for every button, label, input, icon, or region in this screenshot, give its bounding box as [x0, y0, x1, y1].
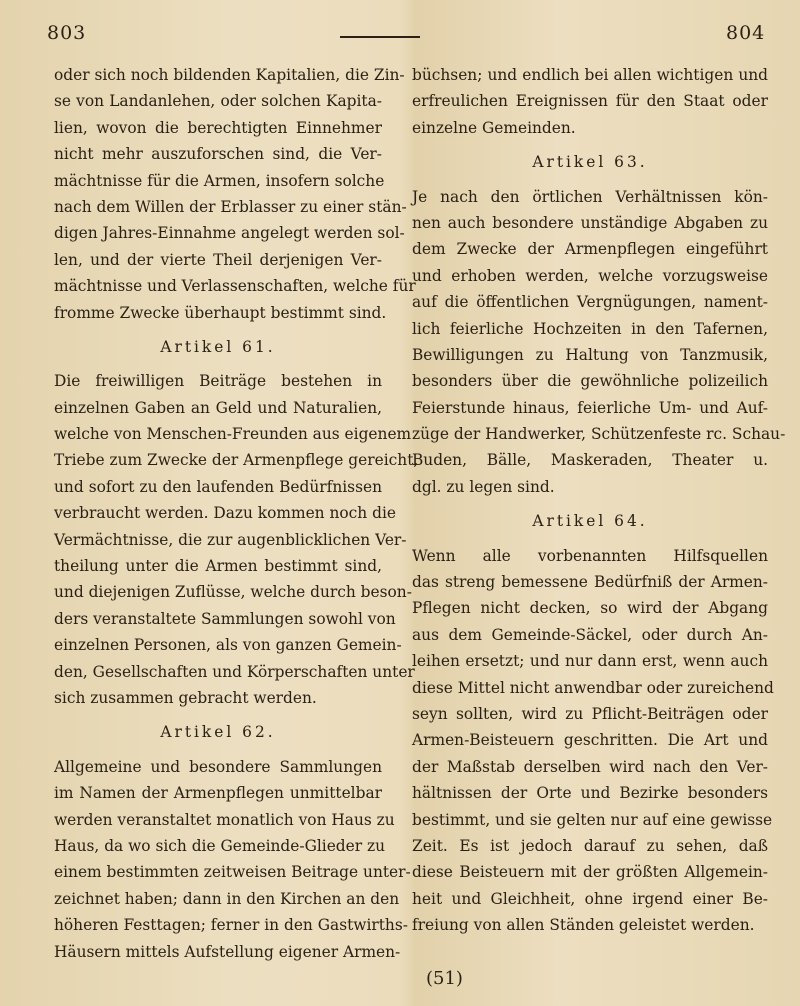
text-line: seyn sollten, wird zu Pflicht-Beiträgen oder	[412, 704, 768, 723]
text-line: hältnissen der Orte und Bezirke besonders	[412, 784, 768, 803]
text-line: den, Gesellschaften und Körperschaften unter	[54, 662, 415, 681]
text-line: das streng bemessene Bedürfniß der Armen-	[412, 573, 768, 592]
text-line: zeichnet haben; dann in den Kirchen an den	[54, 889, 400, 908]
text-line: Zeit. Es ist jedoch darauf zu sehen, daß	[412, 836, 768, 855]
text-line: welche von Menschen-Freunden aus eigenem	[54, 425, 412, 444]
text-line: züge der Handwerker, Schützenfeste rc. Schau-	[412, 425, 786, 444]
text-line: Triebe zum Zwecke der Armenpflege gereicht,	[54, 451, 419, 470]
left-column	[54, 62, 419, 965]
text-line: einzelne Gemeinden.	[412, 118, 576, 137]
header-rule	[340, 36, 420, 38]
text-line: nicht mehr auszuforschen sind, die Ver-	[54, 145, 382, 164]
text-line: einem bestimmten zeitweisen Beitrage unter-	[54, 863, 411, 882]
text-line: nach dem Willen der Erblasser zu einer stän-	[54, 197, 407, 216]
text-line: und sofort zu den laufenden Bedürfnissen	[54, 477, 382, 496]
text-line: mächtnisse und Verlassenschaften, welche für	[54, 277, 416, 296]
text-line: Häusern mittels Aufstellung eigener Armen-	[54, 942, 401, 961]
text-line: dem Zwecke der Armenpflegen eingeführt	[412, 240, 768, 259]
article-heading: Artikel 62.	[160, 723, 276, 742]
text-line: heit und Gleichheit, ohne irgend einer Be-	[412, 889, 768, 908]
text-line: und diejenigen Zuflüsse, welche durch beson-	[54, 583, 412, 602]
text-line: lich feierliche Hochzeiten in den Tafernen,	[412, 319, 768, 338]
text-line: Feierstunde hinaus, feierliche Um- und Auf-	[412, 398, 768, 417]
text-line: Buden, Bälle, Maskeraden, Theater u.	[412, 451, 768, 470]
text-line: len, und der vierte Theil derjenigen Ver-	[54, 250, 382, 269]
text-line: auf die öffentlichen Vergnügungen, nament-	[412, 293, 768, 312]
text-line: nen auch besondere unständige Abgaben zu	[412, 213, 768, 232]
text-line: Je nach den örtlichen Verhältnissen kön-	[412, 187, 768, 206]
article-heading: Artikel 63.	[532, 153, 648, 172]
text-line: sich zusammen gebracht werden.	[54, 688, 317, 707]
text-line: leihen ersetzt; und nur dann erst, wenn auch	[412, 652, 768, 671]
text-line: ders veranstaltete Sammlungen sowohl von	[54, 609, 396, 628]
text-line: se von Landanlehen, oder solchen Kapita-	[54, 92, 382, 111]
text-line: theilung unter die Armen bestimmt sind,	[54, 557, 382, 576]
page-number-right: 804	[726, 22, 766, 44]
text-line: fromme Zwecke überhaupt bestimmt sind.	[54, 303, 387, 322]
text-line: lien, wovon die berechtigten Einnehmer	[54, 118, 382, 137]
text-line: werden veranstaltet monatlich von Haus zu	[54, 810, 395, 829]
text-line: diese Beisteuern mit der größten Allgemein-	[412, 863, 768, 882]
article-heading: Artikel 64.	[532, 512, 648, 531]
text-line: verbraucht werden. Dazu kommen noch die	[54, 504, 396, 523]
text-line: oder sich noch bildenden Kapitalien, die Zin-	[54, 66, 405, 84]
signature-mark: (51)	[426, 968, 463, 989]
text-line: diese Mittel nicht anwendbar oder zureichend	[412, 678, 774, 697]
text-line: Die freiwilligen Beiträge bestehen in	[54, 372, 382, 391]
text-line: digen Jahres-Einnahme angelegt werden sol-	[54, 224, 405, 243]
text-line: bestimmt, und sie gelten nur auf eine gewisse	[412, 810, 773, 829]
text-line: Vermächtnisse, die zur augenblicklichen Ver-	[54, 530, 407, 549]
text-line: aus dem Gemeinde-Säckel, oder durch An-	[412, 625, 768, 644]
text-line: Wenn alle vorbenannten Hilfsquellen	[412, 546, 768, 565]
text-line: und erhoben werden, welche vorzugsweise	[412, 266, 768, 285]
text-line: einzelnen Gaben an Geld und Naturalien,	[54, 398, 382, 417]
text-line: einzelnen Personen, als von ganzen Gemein-	[54, 636, 402, 655]
page-number-left: 803	[47, 22, 87, 44]
text-line: dgl. zu legen sind.	[412, 477, 555, 496]
right-column	[412, 62, 786, 939]
text-line: freiung von allen Ständen geleistet werden.	[412, 916, 755, 935]
text-line: Pflegen nicht decken, so wird der Abgang	[412, 599, 768, 618]
text-line: Allgemeine und besondere Sammlungen	[54, 757, 382, 776]
text-line: im Namen der Armenpflegen unmittelbar	[54, 784, 382, 803]
text-line: Bewilligungen zu Haltung von Tanzmusik,	[412, 345, 768, 364]
text-line: der Maßstab derselben wird nach den Ver-	[412, 757, 768, 776]
text-line: Armen-Beisteuern geschritten. Die Art und	[412, 731, 768, 750]
text-line: erfreulichen Ereignissen für den Staat oder	[412, 92, 768, 111]
text-line: büchsen; und endlich bei allen wichtigen und	[412, 66, 768, 84]
text-line: mächtnisse für die Armen, insofern solche	[54, 171, 385, 190]
text-line: besonders über die gewöhnliche polizeilich	[412, 372, 768, 391]
text-line: höheren Festtagen; ferner in den Gastwirths-	[54, 916, 408, 935]
text-line: Haus, da wo sich die Gemeinde-Glieder zu	[54, 836, 386, 855]
article-heading: Artikel 61.	[160, 337, 276, 356]
